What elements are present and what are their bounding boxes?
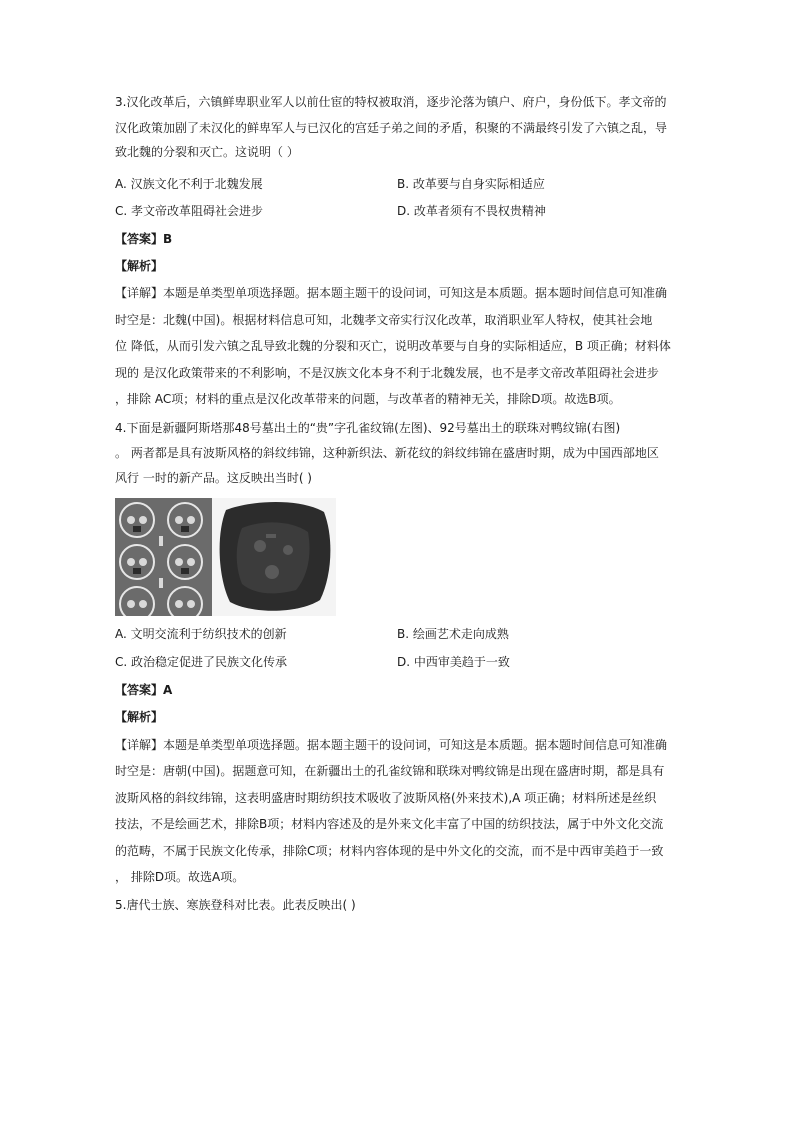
q3-option-c: C. 孝文帝改革阻碍社会进步: [115, 204, 264, 218]
q4-stem-line-2: 。 两者都是具有波斯风格的斜纹纬锦，这种新织法、新花纹的斜纹纬锦在盛唐时期，成为中国西部地区: [115, 446, 659, 460]
q4-option-b: B. 绘画艺术走向成熟: [397, 627, 509, 641]
q3-option-d: D. 改革者须有不畏权贵精神: [397, 204, 546, 218]
q3-answer: 【答案】B: [115, 232, 173, 246]
duck-brocade-image: [212, 498, 336, 616]
q4-option-c: C. 政治稳定促进了民族文化传承: [115, 655, 288, 669]
q3-stem-line-2: 汉化政策加剧了未汉化的鲜卑军人与已汉化的宫廷子弟之间的矛盾，积聚的不满最终引发了六镇之乱，导: [115, 121, 668, 135]
q3-detail-line-2: 时空是：北魏(中国)。根据材料信息可知，北魏孝文帝实行汉化改革，取消职业军人特权，使其社会地: [115, 313, 653, 327]
q4-answer: 【答案】A: [115, 683, 173, 697]
q4-stem-line-1: 4.下面是新疆阿斯塔那48号墓出土的“贵”字孔雀纹锦(左图)、92号墓出土的联珠对鸭纹锦(右图): [115, 421, 621, 435]
q4-detail-line-5: 的范畴，不属于民族文化传承，排除C项；材料内容体现的是中外文化的交流，而不是中西审美趋于一致: [115, 844, 664, 858]
q4-detail-line-1: 【详解】本题是单类型单项选择题。据本题主题干的设问词，可知这是本质题。据本题时间信息可知准确: [115, 738, 668, 752]
q3-option-b: B. 改革要与自身实际相适应: [397, 177, 545, 191]
q4-option-a: A. 文明交流利于纺织技术的创新: [115, 627, 287, 641]
q4-detail-line-3: 波斯风格的斜纹纬锦，这表明盛唐时期纺织技术吸收了波斯风格(外来技术),A 项正确；材料所述是丝织: [115, 791, 657, 805]
q3-stem-line-3: 致北魏的分裂和灭亡。这说明（ ）: [115, 145, 299, 159]
q4-detail-line-6: ， 排除D项。故选A项。: [115, 870, 245, 884]
q3-detail-line-1: 【详解】本题是单类型单项选择题。据本题主题干的设问词，可知这是本质题。据本题时间信息可知准确: [115, 286, 668, 300]
q4-analysis-title: 【解析】: [115, 710, 164, 724]
q5-stem: 5.唐代士族、寒族登科对比表。此表反映出( ): [115, 898, 356, 912]
q3-analysis-title: 【解析】: [115, 259, 164, 273]
q3-detail-line-3: 位 降低，从而引发六镇之乱导致北魏的分裂和灭亡，说明改革要与自身的实际相适应，B 项正确；材料体: [115, 339, 671, 353]
q4-stem-line-3: 风行 一时的新产品。这反映出当时( ): [115, 471, 312, 485]
q4-detail-line-2: 时空是：唐朝(中国)。据题意可知，在新疆出土的孔雀纹锦和联珠对鸭纹锦是出现在盛唐时期，都是具有: [115, 764, 665, 778]
q4-option-d: D. 中西审美趋于一致: [397, 655, 510, 669]
q4-detail-line-4: 技法，不是绘画艺术，排除B项；材料内容述及的是外来文化丰富了中国的纺织技法，属于中外文化交流: [115, 817, 664, 831]
q3-option-a: A. 汉族文化不利于北魏发展: [115, 177, 263, 191]
q3-detail-line-5: ，排除 AC项；材料的重点是汉化改革带来的问题，与改革者的精神无关，排除D项。故选B项。: [115, 392, 621, 406]
q3-stem-line-1: 3.汉化改革后，六镇鲜卑职业军人以前仕宦的特权被取消，逐步沦落为镇户、府户，身份低下。孝文帝的: [115, 95, 667, 109]
peacock-brocade-image: [115, 498, 213, 616]
q3-detail-line-4: 现的 是汉化政策带来的不利影响，不是汉族文化本身不利于北魏发展，也不是孝文帝改革阻碍社会进步: [115, 366, 659, 380]
